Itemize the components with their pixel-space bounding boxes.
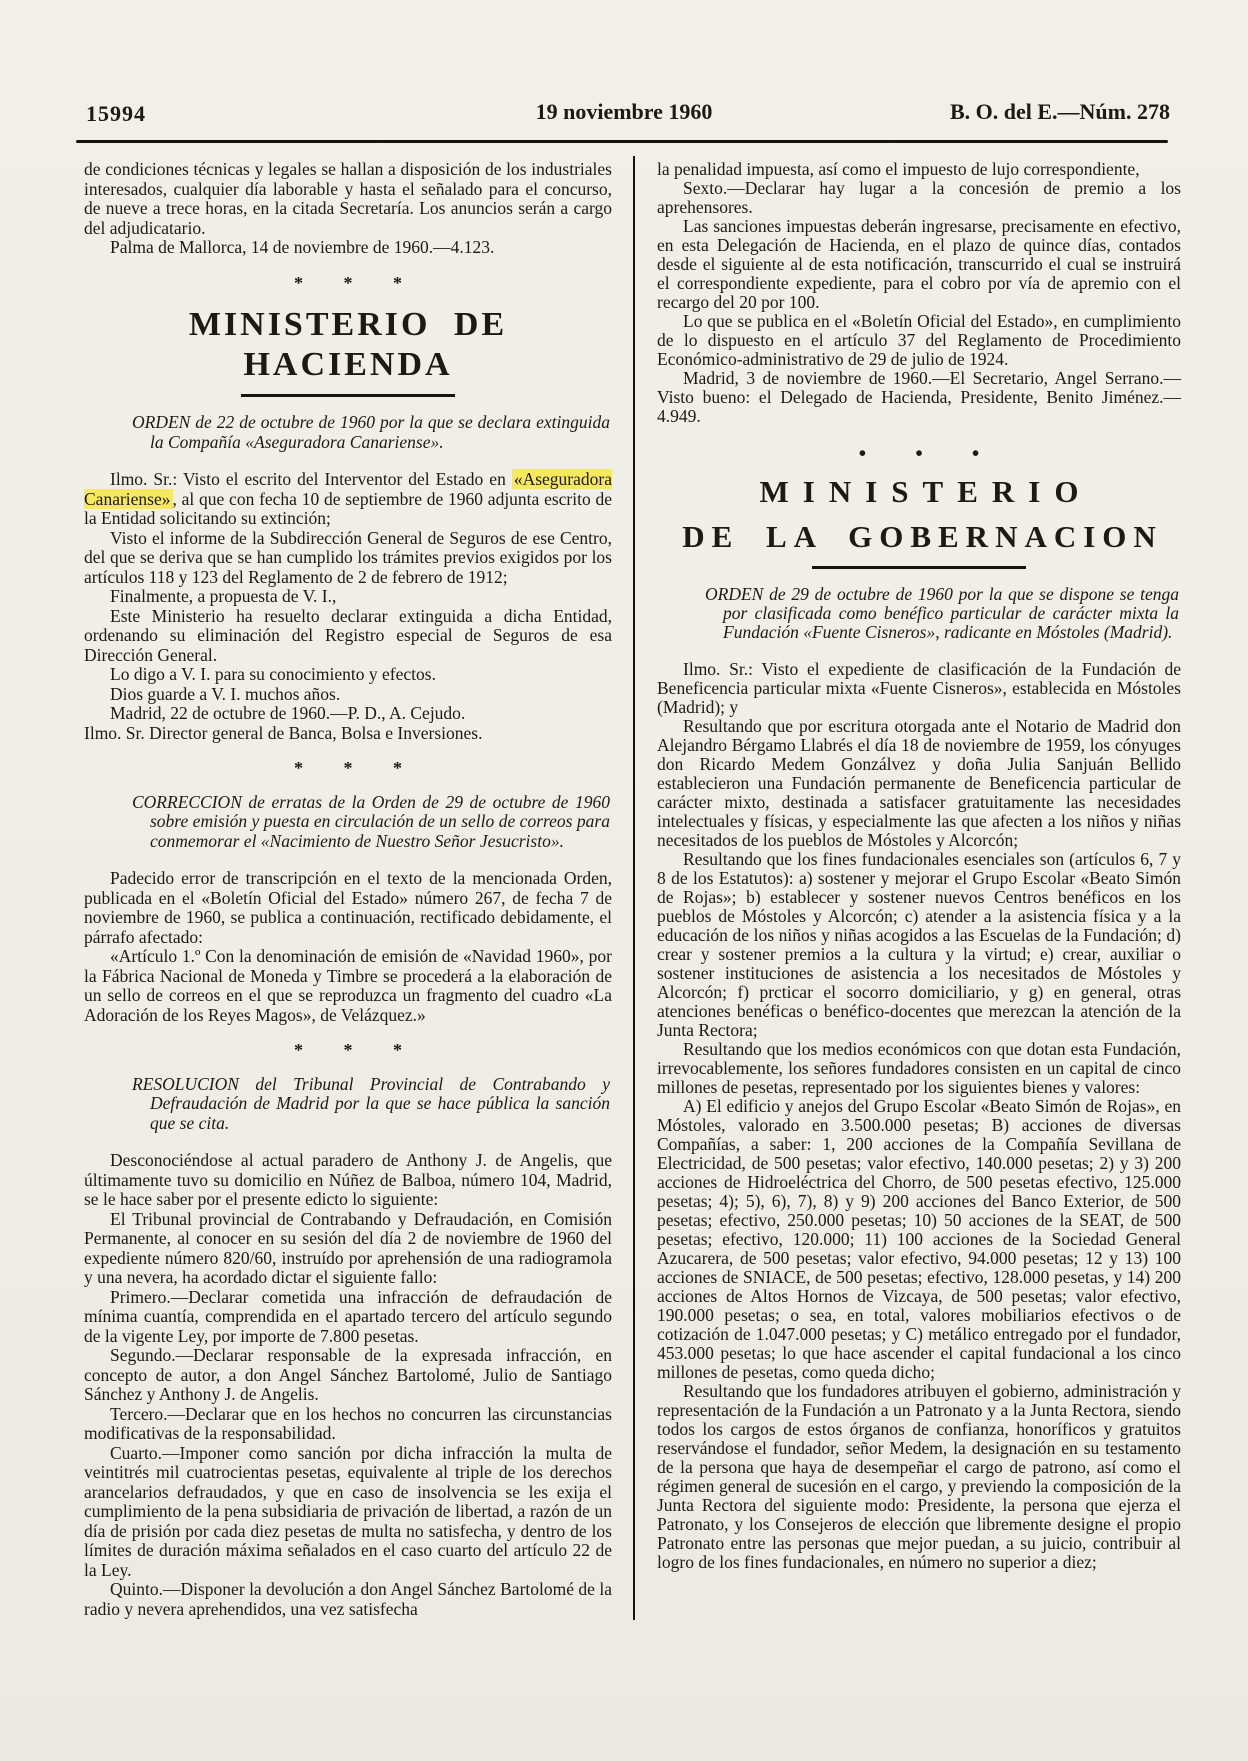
paragraph: Lo digo a V. I. para su conocimiento y efectos.: [110, 664, 436, 684]
issue-number: B. O. del E.—Núm. 278: [949, 99, 1170, 124]
paragraph: Las sanciones impuestas deberán ingresarse, precisamente en efectivo, en esta Delegación de Hacienda, en el plazo de quince días, contados desde el siguiente al de esta notificación, transcurrido el cual se instruirá el correspondiente expediente, para el cobro por vía de apremio con el recargo del 20 por 100.: [657, 216, 1181, 312]
right-column: [657, 160, 1181, 1572]
paragraph: Resultando que los fines fundacionales esenciales son (artículos 6, 7 y 8 de los Estatutos): a) sostener y mejorar el Grupo Escolar «Beato Simón de Rojas»; b) establecer y sostener nuevos Centros benéficos en los pueblos de Móstoles y Alcorcón; c) atender a la asistencia física y a la educación de los niños y niñas acogidos a las Escuelas de la Fundación; d) crear y sostener premios a la cultura y la virtud; e) crear, auxiliar o sostener instituciones de asistencia a los necesitados de Móstoles y Alcorcón; f) prcticar el socorro domiciliario, y g) en general, otras atenciones benéficas o benéfico-docentes que merezcan la atención de la Junta Rectora;: [657, 849, 1181, 1040]
paragraph-text: Ilmo. Sr.: Visto el escrito del Interventor del Estado en: [110, 469, 512, 489]
paragraph: Quinto.—Disponer la devolución a don Angel Sánchez Bartolomé de la radio y nevera aprehendidos, una vez satisfecha: [84, 1579, 612, 1619]
paragraph-text: , al que con fecha 10 de septiembre de 1960 adjunta escrito de la Entidad solicitando su extinción;: [84, 488, 612, 528]
paragraph: Finalmente, a propuesta de V. I.,: [110, 586, 337, 606]
paragraph: Ilmo. Sr.: Visto el expediente de clasificación de la Fundación de Beneficencia particular mixta «Fuente Cisneros», establecida en Móstoles (Madrid); y: [657, 659, 1181, 717]
continuation-paragraph: la penalidad impuesta, así como el impuesto de lujo correspondiente,: [657, 159, 1140, 179]
paragraph: Padecido error de transcripción en el texto de la mencionada Orden, publicada en el «Boletín Oficial del Estado» número 267, de fecha 7 de noviembre de 1960, se publica a continuación, rectificado debidamente, el párrafo afectado:: [84, 868, 612, 947]
paragraph: «Artículo 1.º Con la denominación de emisión de «Navidad 1960», por la Fábrica Nacional de Moneda y Timbre se procederá a la elaboración de un sello de correos en el que se reproduzca un fragmento del cuadro «La Adoración de los Reyes Magos», de Velázquez.»: [84, 946, 612, 1025]
paragraph: [84, 470, 612, 529]
paragraph: Segundo.—Declarar responsable de la expresada infracción, en concepto de autor, a don Angel Sánchez Bartolomé, Julio de Santiago Sánchez y Anthony J. de Angelis.: [84, 1345, 612, 1404]
column-divider-rule: [633, 156, 635, 1620]
stars-separator: * * *: [294, 1040, 420, 1060]
paragraph: Resultando que por escritura otorgada ante el Notario de Madrid don Alejandro Bérgamo Llabrés el día 18 de noviembre de 1959, los cónyuges don Ricardo Medem Gonzálvez y doña Julia Sanjuán Bellido establecieron una Fundación permanente de Beneficencia particular de carácter mixto, destinada a satisfacer gratuitamente las necesidades intelectuales y físicas, y especialmente las que afecten a los niños y niñas necesitados de los pueblos de Móstoles y Alcorcón;: [657, 716, 1181, 850]
paragraph: Dios guarde a V. I. muchos años.: [110, 683, 341, 704]
paragraph: Resultando que los fundadores atribuyen el gobierno, administración y representación de la Fundación a un Patronato y a la Junta Rectora, siendo todos los cargos de estos órganos de confianza, honoríficos y gratuitos reservándose el fundador, señor Medem, la designación en su testamento de la persona que haya de desempeñar el cargo de patrono, así como el régimen general de sucesión en el cargo, y previendo la composición de la Junta Rectora del siguiente modo: Presidente, la persona que ejerza el Patronato, y los Consejeros de elección que libremente designe el propio Patronato entre las personas que mejor puedan, a su juicio, contribuir al logro de los fines fundacionales, en número no superior a diez;: [657, 1381, 1181, 1572]
orden-hacienda-title: ORDEN de 22 de octubre de 1960 por la que se declara extinguida la Compañía «Aseguradora Canariense».: [132, 412, 610, 452]
paragraph: Cuarto.—Imponer como sanción por dicha infracción la multa de veintitrés mil cuatrocientas pesetas, equivalente al triple de los derechos arancelarios defraudados, y que en caso de insolvencia se les exija el cumplimiento de la pena subsidiaria de privación de libertad, a razón de un día de prisión por cada diez pesetas de multa no satisfecha, y dentro de los límites de duración máxima señalados en el caso cuarto del artículo 22 de la Ley.: [84, 1442, 612, 1580]
paragraph: A) El edificio y anejos del Grupo Escolar «Beato Simón de Rojas», en Móstoles, valorado en 3.500.000 pesetas; B) acciones de diversas Compañías, a saber: 1, 200 acciones de la Compañía Sevillana de Electricidad, de 500 pesetas; valor efectivo, 140.000 pesetas; 2) y 3) 200 acciones de Hidroeléctrica del Chorro, de 500 pesetas efectivo, 125.000 pesetas; 4); 5), 6), 7), 8) y 9) 200 acciones del Banco Exterior, de 500 pesetas; efectivo, 250.000 pesetas; 10) 50 acciones de la SEAT, de 500 pesetas; efectivo, 120.000; 11) 100 acciones de la Sociedad General Azucarera, de 500 pesetas; valor efectivo, 94.000 pesetas; 12 y 13) 100 acciones de SNIACE, de 500 pesetas; efectivo, 128.000 pesetas, y 14) 200 acciones de Altos Hornos de Vizcaya, de 500 pesetas; valor efectivo, 190.000 pesetas; o sea, en total, valores mobiliarios efectivos o de cotización de 1.047.000 pesetas; y C) metálico entregado por el fundador, 453.000 pesetas; lo que hace ascender el capital fundacional a los cinco millones de pesetas, como queda dicho;: [657, 1096, 1181, 1382]
intro-paragraph: de condiciones técnicas y legales se hallan a disposición de los industriales interesados, cualquier día laborable y hasta el señalado para el concurso, de nueve a trece horas, en la citada Secretaría. Los anuncios serán a cargo del adjudicatario.: [84, 159, 612, 238]
signature-line: Madrid, 22 de octubre de 1960.—P. D., A. Cejudo.: [110, 703, 466, 723]
paragraph: Este Ministerio ha resuelto declarar extinguida a dicha Entidad, ordenando su eliminación del Registro especial de Seguros de esa Dirección General.: [84, 605, 612, 665]
paragraph: El Tribunal provincial de Contrabando y Defraudación, en Comisión Permanente, al conocer en su sesión del día 2 de noviembre de 1960 del expediente número 820/60, instruído por aprehensión de una radiogramola y una nevera, ha acordado dictar el siguiente fallo:: [84, 1208, 612, 1287]
orden-gobernacion-title: ORDEN de 29 de octubre de 1960 por la que se dispone se tenga por clasificada como benéfico particular de carácter mixta la Fundación «Fuente Cisneros», radicante en Móstoles (Madrid).: [705, 584, 1179, 642]
paragraph: Sexto.—Declarar hay lugar a la concesión de premio a los aprehensores.: [657, 178, 1181, 217]
highlighted-text: «Aseguradora Canariense»: [84, 469, 612, 509]
addressee-line: Ilmo. Sr. Director general de Banca, Bolsa e Inversiones.: [84, 722, 483, 743]
paragraph: Desconociéndose al actual paradero de Anthony J. de Angelis, que últimamente tuvo su domicilio en Núñez de Balboa, número 104, Madrid, se le hace saber por el presente edicto lo siguiente:: [84, 1150, 612, 1209]
header-rule: [76, 140, 1168, 143]
ministry-title-rule: [241, 394, 455, 397]
page-number: 15994: [86, 101, 146, 126]
resolucion-title: RESOLUCION del Tribunal Provincial de Contrabando y Defraudación de Madrid por la que se hace pública la sanción que se cita.: [132, 1073, 610, 1133]
page-date: 19 noviembre 1960: [535, 99, 713, 124]
paragraph: Visto el informe de la Subdirección General de Seguros de ese Centro, del que se deriva que se han cumplido los trámites previos exigidos por los artículos 118 y 123 del Reglamento de 2 de febrero de 1912;: [84, 527, 612, 587]
paragraph: Tercero.—Declarar que en los hechos no concurren las circunstancias modificativas de la responsabilidad.: [84, 1403, 612, 1443]
ministry-hacienda-title: MINISTERIO DE HACIENDA: [188, 306, 508, 383]
stars-separator: * * *: [294, 758, 420, 778]
ministry-title-rule: [812, 566, 1026, 569]
ministry-gobernacion-title-line1: MINISTERIO: [759, 474, 1093, 509]
dots-separator: • • •: [858, 441, 1002, 465]
correccion-title: CORRECCION de erratas de la Orden de 29 de octubre de 1960 sobre emisión y puesta en circulación de un sello de correos para conmemorar el «Nacimiento de Nuestro Señor Jesucristo».: [132, 791, 610, 851]
intro-date-line: Palma de Mallorca, 14 de noviembre de 1960.—4.123.: [110, 237, 495, 257]
signature-line: Madrid, 3 de noviembre de 1960.—El Secretario, Angel Serrano.—Visto bueno: el Delegado de Hacienda, Presidente, Benito Jiménez.—4.949.: [657, 368, 1181, 426]
paragraph: Lo que se publica en el «Boletín Oficial del Estado», en cumplimiento de lo dispuesto en el artículo 37 del Reglamento de Procedimiento Económico-administrativo de 29 de julio de 1924.: [657, 311, 1181, 369]
stars-separator: * * *: [294, 272, 420, 293]
paragraph: Resultando que los medios económicos con que dotan esta Fundación, irrevocablemente, los señores fundadores consisten en un capital de cinco millones de pesetas, representado por los siguientes bienes y valores:: [657, 1039, 1181, 1097]
ministry-gobernacion-title-line2: DE LA GOBERNACION: [682, 519, 1163, 554]
left-column: [84, 160, 612, 1619]
paragraph: Primero.—Declarar cometida una infracción de defraudación de mínima cuantía, comprendida en el apartado tercero del artículo segundo de la vigente Ley, por importe de 7.800 pesetas.: [84, 1286, 612, 1346]
